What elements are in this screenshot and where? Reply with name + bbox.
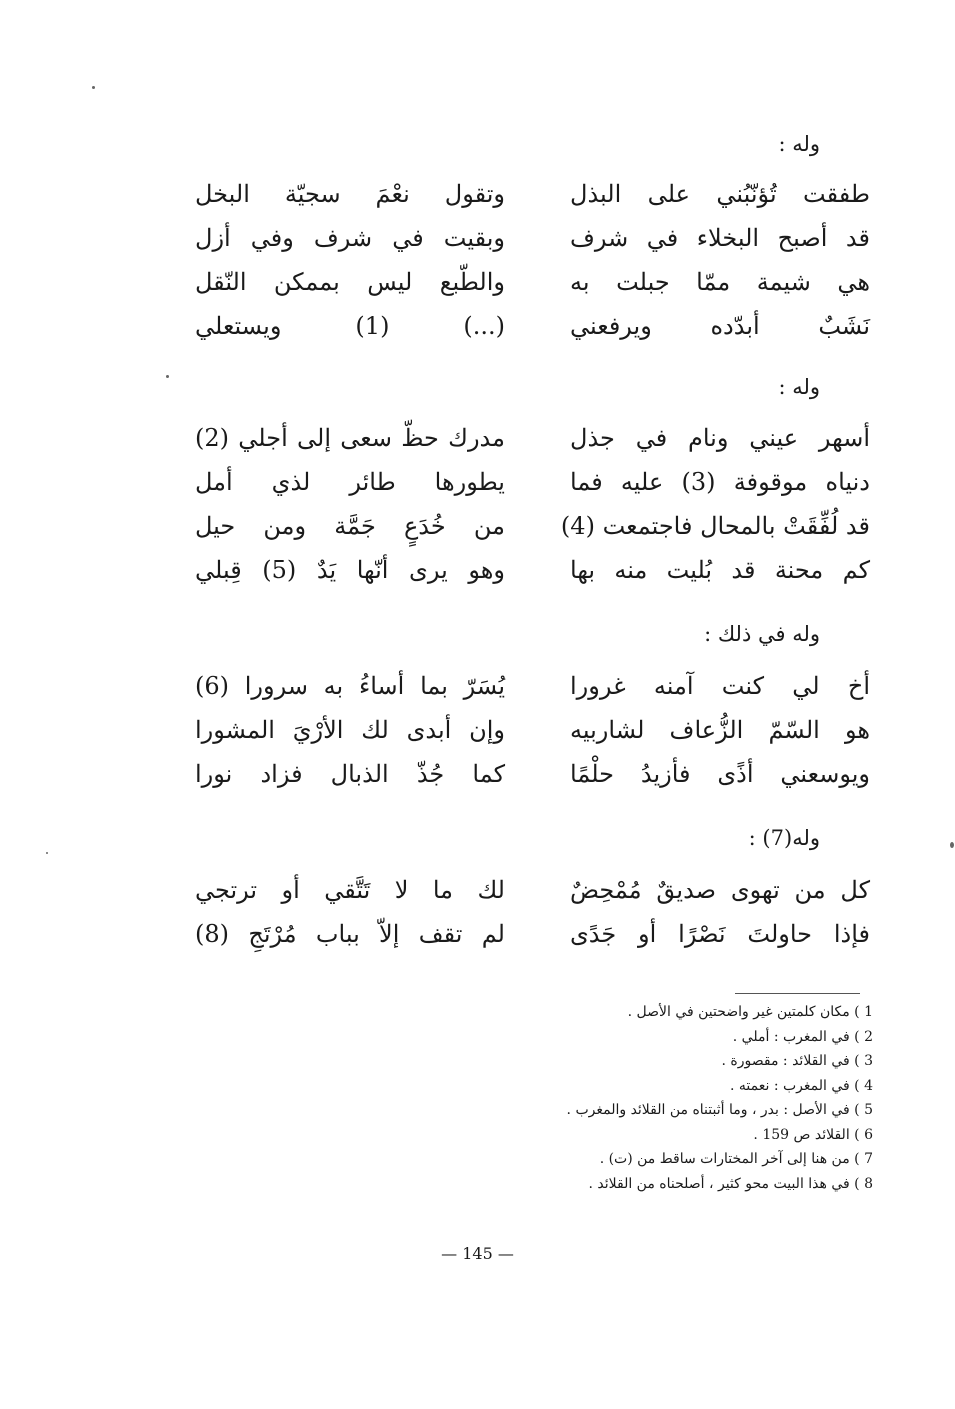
scan-speck	[92, 86, 95, 89]
section-heading: وله :	[778, 132, 820, 156]
page-number: — 145 —	[441, 1244, 514, 1263]
verse-first-hemistich: كل من تهوى صديقٌ مُمْحِضٌ	[570, 876, 870, 904]
verse-second-hemistich: مدرك حظّ سعى إلى أجلي (2)	[195, 424, 505, 452]
footnote: 6 ) القلائد ص 159 .	[753, 1126, 873, 1143]
verse-first-hemistich: كم محنة قد بُليت منه بها	[570, 556, 870, 584]
footnote: 3 ) في القلائد : مقصورة .	[721, 1053, 873, 1069]
section-heading: وله(7) :	[748, 826, 820, 850]
verse-second-hemistich: وإن أبدى لك الأرْيَ المشورا	[195, 716, 505, 744]
scan-speck	[950, 842, 954, 848]
verse-second-hemistich: والطّبع ليس بممكن النّقل	[195, 268, 505, 296]
verse-second-hemistich: يُسَرّ بما أساءُ به سرورا (6)	[195, 672, 505, 700]
footnote: 5 ) في الأصل : بدر ، وما أثبتناه من القلائد والمغرب .	[566, 1102, 873, 1118]
verse-second-hemistich: من خُدَعٍ جَمَّة ومن حيل	[195, 512, 505, 540]
verse-first-hemistich: أسهر عيني ونام في جذل	[570, 424, 870, 452]
footnote: 7 ) من هنا إلى آخر المختارات ساقط من (ت) .	[599, 1151, 873, 1167]
footnote: 1 ) مكان كلمتين غير واضحتين في الأصل .	[627, 1004, 873, 1020]
verse-second-hemistich: وهو يرى أنّها يَدٌ (5) قِبلي	[195, 556, 505, 584]
verse-first-hemistich: أخ لي كنت آمنه غرورا	[570, 672, 870, 700]
verse-first-hemistich: دنياه موقوفة (3) عليه فما	[570, 468, 870, 496]
verse-second-hemistich: (...) (1) ويستعلي	[195, 312, 505, 340]
verse-first-hemistich: قد لُفِّقَتْ بالمحال فاجتمعت (4)	[560, 512, 870, 540]
footnote: 2 ) في المغرب : أملي .	[732, 1028, 873, 1045]
verse-second-hemistich: يطورها طائر لذي أمل	[195, 468, 505, 496]
scan-speck	[46, 852, 48, 854]
verse-first-hemistich: فإذا حاولتَ نَصْرًا أو جَدًى	[570, 920, 870, 948]
footnote-divider	[735, 993, 860, 994]
verse-second-hemistich: وتقول نعْمَ سجيّة البخل	[195, 180, 505, 208]
verse-first-hemistich: قد أصبح البخلاء في شرف	[570, 224, 870, 252]
verse-second-hemistich: لم تقف إلاّ بباب مُرْتَجِ (8)	[195, 920, 505, 948]
verse-first-hemistich: نَشَبٌ أبدّده ويرفعني	[570, 312, 870, 340]
verse-first-hemistich: هي شيمة ممّا جبلت به	[570, 268, 870, 296]
scan-speck	[166, 375, 169, 378]
footnote: 8 ) في هذا البيت محو كثير ، أصلحناه من القلائد .	[588, 1175, 873, 1192]
verse-second-hemistich: كما جُذّ الذبال فزاد نورا	[195, 760, 505, 788]
verse-first-hemistich: طفقت تُؤنّبُني على البذل	[570, 180, 870, 208]
verse-second-hemistich: لك ما لا تَتَّقي أو ترتجي	[195, 876, 505, 904]
footnotes-list	[567, 1000, 873, 1196]
verse-second-hemistich: وبقيت في شرف وفي أزل	[195, 224, 505, 252]
section-heading: وله في ذلك :	[704, 622, 820, 646]
verse-first-hemistich: ويوسعني أذًى فأزيدُ حلْمًا	[570, 760, 870, 788]
verse-first-hemistich: هو السّمّ الزُّعاف لشاربيه	[570, 716, 870, 744]
footnote: 4 ) في المغرب : نعمته .	[730, 1077, 873, 1094]
section-heading: وله :	[778, 375, 820, 399]
